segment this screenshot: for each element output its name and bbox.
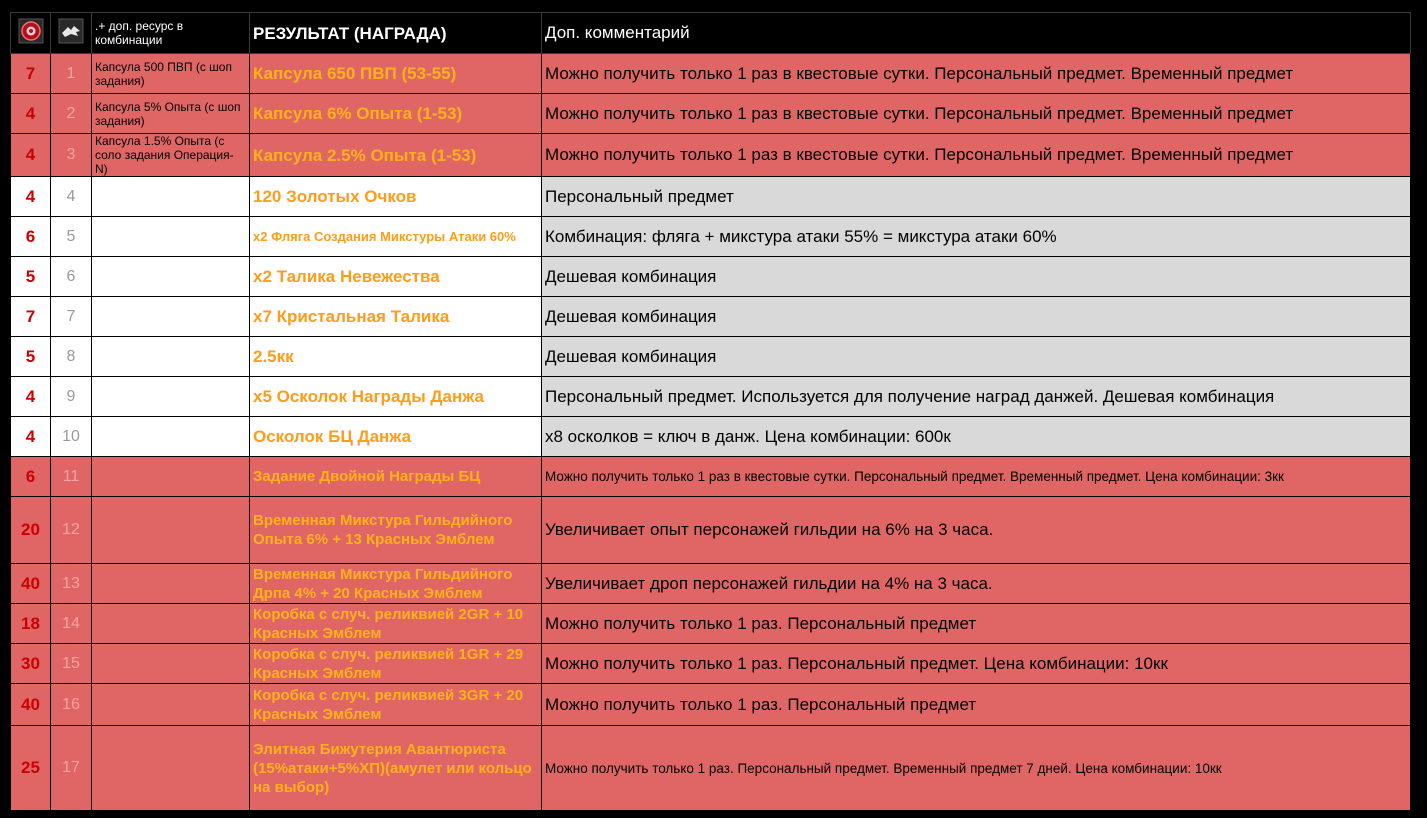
comment-cell[interactable]: Можно получить только 1 раз в квестовые сутки. Персональный предмет. Временный предмет <box>542 54 1411 94</box>
table-row <box>11 684 1411 726</box>
extra-resource-cell[interactable] <box>92 417 250 457</box>
comment-cell[interactable]: Увеличивает дроп персонажей гильдии на 4% на 3 часа. <box>542 564 1411 604</box>
extra-resource-cell[interactable] <box>92 217 250 257</box>
comment-cell[interactable]: Дешевая комбинация <box>542 337 1411 377</box>
index-cell[interactable]: 1 <box>51 54 92 94</box>
comment-cell[interactable]: х8 осколков = ключ в данж. Цена комбинации: 600к <box>542 417 1411 457</box>
extra-resource-cell[interactable] <box>92 337 250 377</box>
extra-resource-cell[interactable] <box>92 644 250 684</box>
comment-cell[interactable]: Можно получить только 1 раз. Персональный предмет. Цена комбинации: 10кк <box>542 644 1411 684</box>
result-cell[interactable]: Осколок БЦ Данжа <box>250 417 542 457</box>
comment-cell[interactable]: Увеличивает опыт персонажей гильдии на 6% на 3 часа. <box>542 497 1411 564</box>
index-cell[interactable]: 8 <box>51 337 92 377</box>
result-cell[interactable]: Коробка с случ. реликвией 3GR + 20 Красных Эмблем <box>250 684 542 726</box>
cost-cell[interactable]: 4 <box>11 177 51 217</box>
comment-cell[interactable]: Можно получить только 1 раз в квестовые сутки. Персональный предмет. Временный предмет <box>542 94 1411 134</box>
index-cell[interactable]: 7 <box>51 297 92 337</box>
cost-cell[interactable]: 25 <box>11 726 51 811</box>
result-cell[interactable]: 120 Золотых Очков <box>250 177 542 217</box>
red-gem-icon <box>18 18 44 44</box>
cost-cell[interactable]: 30 <box>11 644 51 684</box>
comment-cell[interactable]: Можно получить только 1 раз в квестовые сутки. Персональный предмет. Временный предмет. Цена комбинации: 3кк <box>542 457 1411 497</box>
index-cell[interactable]: 2 <box>51 94 92 134</box>
extra-resource-cell[interactable]: Капсула 500 ПВП (с шоп задания) <box>92 54 250 94</box>
cost-cell[interactable]: 40 <box>11 684 51 726</box>
result-cell[interactable]: Коробка с случ. реликвией 2GR + 10 Красных Эмблем <box>250 604 542 644</box>
index-cell[interactable]: 3 <box>51 134 92 177</box>
table-row <box>11 497 1411 564</box>
index-cell[interactable]: 17 <box>51 726 92 811</box>
extra-resource-cell[interactable] <box>92 604 250 644</box>
header-icon-cell-1[interactable] <box>11 13 51 54</box>
result-cell[interactable]: Капсула 2.5% Опыта (1-53) <box>250 134 542 177</box>
result-cell[interactable]: Капсула 650 ПВП (53-55) <box>250 54 542 94</box>
result-cell[interactable]: Временная Микстура Гильдийного Опыта 6% + 13 Красных Эмблем <box>250 497 542 564</box>
table-row <box>11 257 1411 297</box>
comment-cell[interactable]: Дешевая комбинация <box>542 297 1411 337</box>
table-row <box>11 54 1411 94</box>
header-comment[interactable]: Доп. комментарий <box>542 13 1411 54</box>
table-row <box>11 604 1411 644</box>
comment-cell[interactable]: Можно получить только 1 раз. Персональный предмет <box>542 604 1411 644</box>
extra-resource-cell[interactable] <box>92 457 250 497</box>
table-row <box>11 94 1411 134</box>
comment-cell[interactable]: Дешевая комбинация <box>542 257 1411 297</box>
extra-resource-cell[interactable] <box>92 257 250 297</box>
result-cell[interactable]: 2.5кк <box>250 337 542 377</box>
index-cell[interactable]: 16 <box>51 684 92 726</box>
table-row <box>11 457 1411 497</box>
cost-cell[interactable]: 4 <box>11 417 51 457</box>
extra-resource-cell[interactable]: Капсула 5% Опыта (с шоп задания) <box>92 94 250 134</box>
comment-cell[interactable]: Персональный предмет <box>542 177 1411 217</box>
result-cell[interactable]: Временная Микстура Гильдийного Дрпа 4% + 20 Красных Эмблем <box>250 564 542 604</box>
comment-cell[interactable]: Можно получить только 1 раз в квестовые сутки. Персональный предмет. Временный предмет <box>542 134 1411 177</box>
reward-table <box>10 12 1411 811</box>
cost-cell[interactable]: 40 <box>11 564 51 604</box>
cost-cell[interactable]: 20 <box>11 497 51 564</box>
index-cell[interactable]: 10 <box>51 417 92 457</box>
white-wing-icon <box>58 18 84 44</box>
result-cell[interactable]: х7 Кристальная Талика <box>250 297 542 337</box>
result-cell[interactable]: х5 Осколок Награды Данжа <box>250 377 542 417</box>
index-cell[interactable]: 14 <box>51 604 92 644</box>
extra-resource-cell[interactable] <box>92 377 250 417</box>
table-row <box>11 134 1411 177</box>
index-cell[interactable]: 9 <box>51 377 92 417</box>
result-cell[interactable]: х2 Фляга Создания Микстуры Атаки 60% <box>250 217 542 257</box>
table-row <box>11 644 1411 684</box>
table-row <box>11 177 1411 217</box>
comment-cell[interactable]: Персональный предмет. Используется для получение наград данжей. Дешевая комбинация <box>542 377 1411 417</box>
result-cell[interactable]: Коробка с случ. реликвией 1GR + 29 Красных Эмблем <box>250 644 542 684</box>
index-cell[interactable]: 11 <box>51 457 92 497</box>
cost-cell[interactable]: 18 <box>11 604 51 644</box>
cost-cell[interactable]: 4 <box>11 94 51 134</box>
extra-resource-cell[interactable] <box>92 726 250 811</box>
header-icon-cell-2[interactable] <box>51 13 92 54</box>
result-cell[interactable]: Задание Двойной Награды БЦ <box>250 457 542 497</box>
comment-cell[interactable]: Комбинация: фляга + микстура атаки 55% = микстура атаки 60% <box>542 217 1411 257</box>
header-result[interactable]: РЕЗУЛЬТАТ (НАГРАДА) <box>250 13 542 54</box>
table-row <box>11 297 1411 337</box>
cost-cell[interactable]: 5 <box>11 337 51 377</box>
index-cell[interactable]: 5 <box>51 217 92 257</box>
table-row <box>11 337 1411 377</box>
table-row <box>11 417 1411 457</box>
cost-cell[interactable]: 4 <box>11 134 51 177</box>
table-row <box>11 726 1411 811</box>
cost-cell[interactable]: 6 <box>11 217 51 257</box>
table-row <box>11 564 1411 604</box>
comment-cell[interactable]: Можно получить только 1 раз. Персональный предмет. Временный предмет 7 дней. Цена комбинации: 10кк <box>542 726 1411 811</box>
cost-cell[interactable]: 7 <box>11 297 51 337</box>
extra-resource-cell[interactable]: Капсула 1.5% Опыта (с соло задания Операция-N) <box>92 134 250 177</box>
extra-resource-cell[interactable] <box>92 684 250 726</box>
extra-resource-cell[interactable] <box>92 564 250 604</box>
comment-cell[interactable]: Можно получить только 1 раз. Персональный предмет <box>542 684 1411 726</box>
cost-cell[interactable]: 5 <box>11 257 51 297</box>
index-cell[interactable]: 6 <box>51 257 92 297</box>
cost-cell[interactable]: 7 <box>11 54 51 94</box>
index-cell[interactable]: 15 <box>51 644 92 684</box>
cost-cell[interactable]: 4 <box>11 377 51 417</box>
header-extra-resource[interactable]: .+ доп. ресурс в комбинации <box>92 13 250 54</box>
result-cell[interactable]: Элитная Бижутерия Авантюриста (15%атаки+5%ХП)(амулет или кольцо на выбор) <box>250 726 542 811</box>
table-row <box>11 377 1411 417</box>
extra-resource-cell[interactable] <box>92 497 250 564</box>
extra-resource-cell[interactable] <box>92 177 250 217</box>
cost-cell[interactable]: 6 <box>11 457 51 497</box>
index-cell[interactable]: 13 <box>51 564 92 604</box>
index-cell[interactable]: 4 <box>51 177 92 217</box>
header-row <box>11 13 1411 54</box>
extra-resource-cell[interactable] <box>92 297 250 337</box>
result-cell[interactable]: х2 Талика Невежества <box>250 257 542 297</box>
index-cell[interactable]: 12 <box>51 497 92 564</box>
table-row <box>11 217 1411 257</box>
result-cell[interactable]: Капсула 6% Опыта (1-53) <box>250 94 542 134</box>
